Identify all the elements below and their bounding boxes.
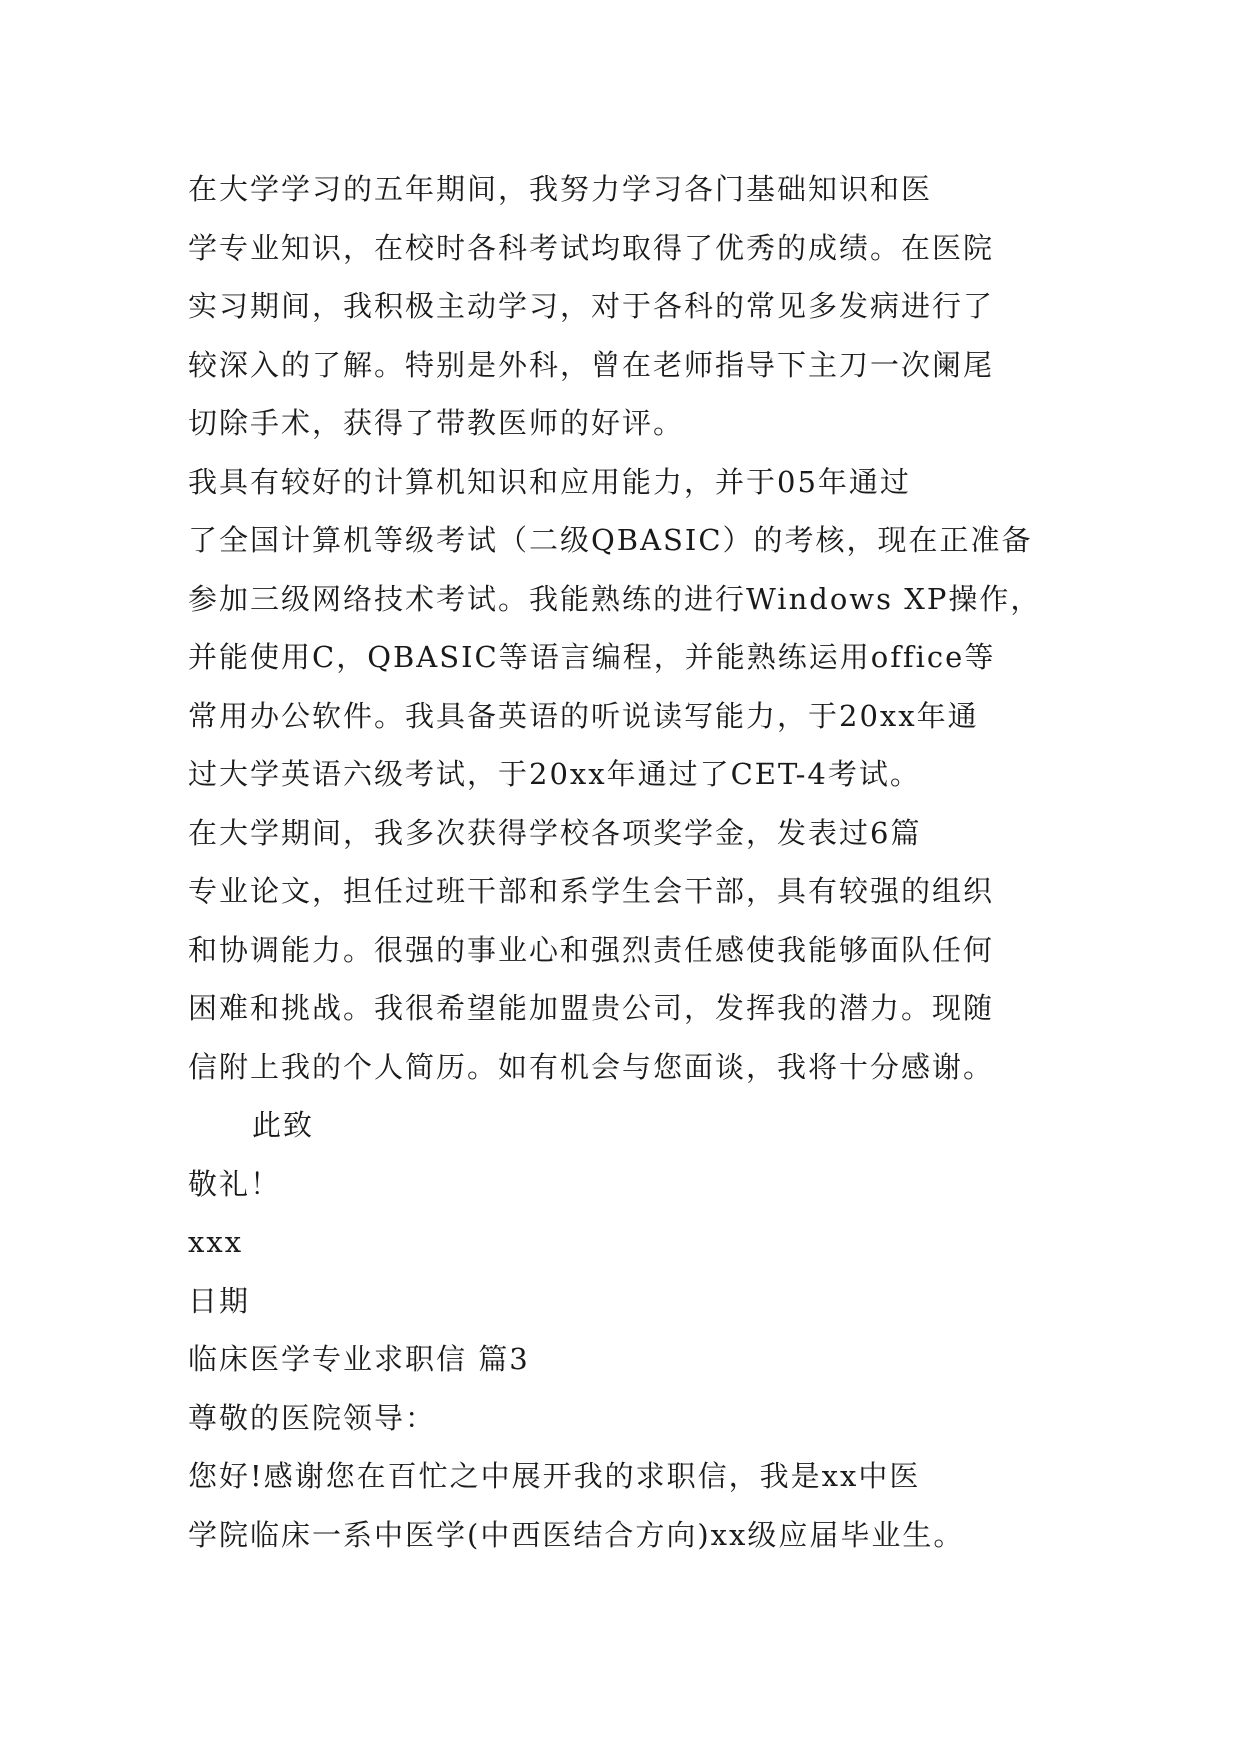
paragraph-line: 信附上我的个人简历。如有机会与您面谈，我将十分感谢。 (188, 1049, 995, 1084)
paragraph-line: 学院临床一系中医学(中西医结合方向)xx级应届毕业生。 (188, 1517, 965, 1552)
paragraph-computer-skills (188, 453, 1068, 804)
paragraph-line: 参加三级网络技术考试。我能熟练的进行Windows XP操作， (188, 581, 1042, 616)
paragraph-line: 了全国计算机等级考试（二级QBASIC）的考核，现在正准备 (188, 523, 1033, 557)
paragraph-line: 您好!感谢您在百忙之中展开我的求职信，我是xx中医 (188, 1459, 921, 1493)
section-title: 临床医学专业求职信 篇3 (188, 1342, 530, 1376)
closing-salute: 敬礼！ (188, 1166, 282, 1201)
salutation: 尊敬的医院领导： (188, 1400, 437, 1435)
paragraph-line: 过大学英语六级考试，于20xx年通过了CET-4考试。 (188, 757, 921, 791)
paragraph-line: 专业论文，担任过班干部和系学生会干部，具有较强的组织 (188, 874, 995, 908)
paragraph-line: 较深入的了解。特别是外科，曾在老师指导下主刀一次阑尾 (188, 347, 995, 382)
paragraph-line: 在大学学习的五年期间，我努力学习各门基础知识和医 (188, 172, 933, 206)
paragraph-line: 并能使用C，QBASIC等语言编程，并能熟练运用office等 (188, 640, 996, 674)
closing-greeting: 此致 (252, 1108, 315, 1142)
paragraph-line: 困难和挑战。我很希望能加盟贵公司，发挥我的潜力。现随 (188, 991, 995, 1025)
paragraph-achievements (188, 804, 1068, 1097)
signature: xxx (188, 1225, 244, 1259)
letter-body (188, 160, 1068, 1564)
paragraph-academic-record (188, 160, 1068, 453)
paragraph-line: 学专业知识，在校时各科考试均取得了优秀的成绩。在医院 (188, 230, 995, 265)
paragraph-line: 实习期间，我积极主动学习，对于各科的常见多发病进行了 (188, 289, 995, 323)
paragraph-line: 和协调能力。很强的事业心和强烈责任感使我能够面队任何 (188, 932, 995, 967)
paragraph-line: 切除手术，获得了带教医师的好评。 (188, 406, 685, 440)
paragraph-line: 在大学期间，我多次获得学校各项奖学金，发表过6篇 (188, 815, 922, 850)
date-label: 日期 (188, 1283, 251, 1318)
paragraph-introduction (188, 1447, 1068, 1564)
paragraph-line: 常用办公软件。我具备英语的听说读写能力，于20xx年通 (188, 698, 979, 733)
paragraph-line: 我具有较好的计算机知识和应用能力，并于05年通过 (188, 464, 911, 499)
